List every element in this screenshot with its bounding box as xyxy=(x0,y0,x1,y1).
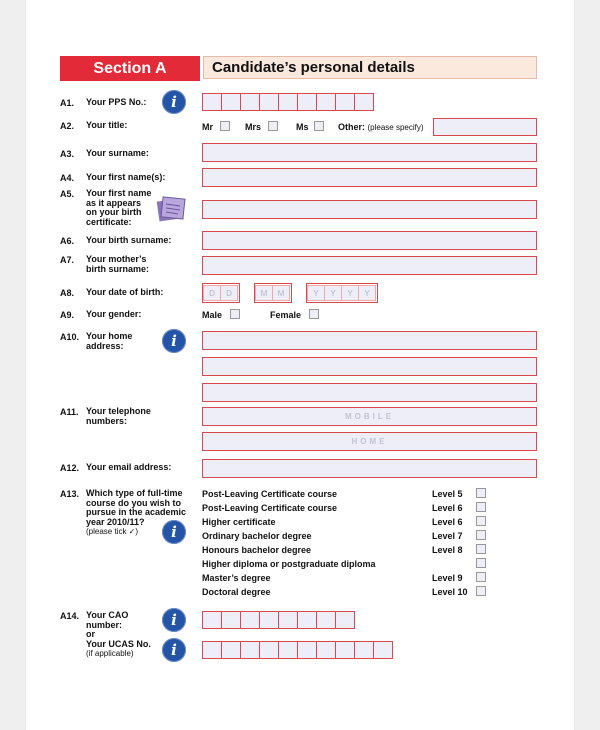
q5-number: A5. xyxy=(60,189,75,199)
q11-number: A11. xyxy=(60,407,79,417)
course-level-label: Level 8 xyxy=(432,545,463,555)
q7-label: Your mother’s birth surname: xyxy=(86,254,150,274)
course-level-label: Level 10 xyxy=(432,587,468,597)
course-level-label: Level 7 xyxy=(432,531,463,541)
q2-number: A2. xyxy=(60,121,75,131)
course-option-label: Honours bachelor degree xyxy=(202,545,312,555)
course-checkbox[interactable] xyxy=(476,502,486,512)
info-icon[interactable]: i xyxy=(162,608,186,632)
course-checkbox[interactable] xyxy=(476,516,486,526)
q9-number: A9. xyxy=(60,310,75,320)
q12-label: Your email address: xyxy=(86,462,172,472)
course-checkbox[interactable] xyxy=(476,558,486,568)
course-level-label: Level 6 xyxy=(432,517,463,527)
q4-label: Your first name(s): xyxy=(86,172,166,182)
q9-label: Your gender: xyxy=(86,309,142,319)
address-line-1-input[interactable] xyxy=(202,331,537,350)
birth-cert-name-input[interactable] xyxy=(202,200,537,219)
q3-number: A3. xyxy=(60,149,75,159)
q6-number: A6. xyxy=(60,236,75,246)
title-mrs-checkbox[interactable] xyxy=(268,121,278,131)
dob-month-input[interactable]: M M xyxy=(254,283,292,303)
course-option-label: Higher diploma or postgraduate diploma xyxy=(202,559,376,569)
address-line-3-input[interactable] xyxy=(202,383,537,402)
gender-male-checkbox[interactable] xyxy=(230,309,240,319)
q10-number: A10. xyxy=(60,332,80,342)
q2-label: Your title: xyxy=(86,120,128,130)
gender-female-label: Female xyxy=(270,310,302,320)
info-icon[interactable]: i xyxy=(162,638,186,662)
q10-label: Your home address: xyxy=(86,331,133,351)
dob-year-input[interactable]: Y Y Y Y xyxy=(306,283,378,303)
q5-label: Your first name as it appears on your birth certificate: xyxy=(86,188,152,227)
course-checkbox[interactable] xyxy=(476,530,486,540)
surname-input[interactable] xyxy=(202,143,537,162)
course-option-label: Higher certificate xyxy=(202,517,276,527)
q1-label: Your PPS No.: xyxy=(86,97,147,107)
q14-number: A14. xyxy=(60,611,80,621)
info-icon[interactable]: i xyxy=(162,329,186,353)
section-title: Candidate’s personal details xyxy=(203,56,537,79)
course-option-label: Doctoral degree xyxy=(202,587,271,597)
title-mr-checkbox[interactable] xyxy=(220,121,230,131)
mobile-phone-input[interactable]: MOBILE xyxy=(202,407,537,426)
course-option-label: Master’s degree xyxy=(202,573,271,583)
q13-number: A13. xyxy=(60,489,80,499)
q8-label: Your date of birth: xyxy=(86,287,164,297)
course-option-label: Post-Leaving Certificate course xyxy=(202,503,338,513)
cao-number-input[interactable] xyxy=(202,611,355,629)
title-other-label: Other: (please specify) xyxy=(338,122,424,132)
course-level-label: Level 5 xyxy=(432,489,463,499)
email-input[interactable] xyxy=(202,459,537,478)
home-phone-input[interactable]: HOME xyxy=(202,432,537,451)
q6-label: Your birth surname: xyxy=(86,235,172,245)
q14-label: Your CAO number: or Your UCAS No. (if applicable) xyxy=(86,610,151,658)
q7-number: A7. xyxy=(60,255,75,265)
q12-number: A12. xyxy=(60,463,80,473)
mother-surname-input[interactable] xyxy=(202,256,537,275)
course-option-label: Post-Leaving Certificate course xyxy=(202,489,338,499)
gender-female-checkbox[interactable] xyxy=(309,309,319,319)
gender-male-label: Male xyxy=(202,310,223,320)
dob-day-input[interactable]: D D xyxy=(202,283,240,303)
info-icon[interactable]: i xyxy=(162,520,186,544)
course-checkbox[interactable] xyxy=(476,572,486,582)
q13-label: Which type of full-time course do you wish to pursue in the academic year 2010/11? (please tick ✓) xyxy=(86,488,187,536)
pps-number-input[interactable] xyxy=(202,93,374,111)
course-level-label: Level 6 xyxy=(432,503,463,513)
title-mrs-label: Mrs xyxy=(245,122,262,132)
q1-number: A1. xyxy=(60,98,75,108)
q8-number: A8. xyxy=(60,288,75,298)
course-checkbox[interactable] xyxy=(476,544,486,554)
section-tag: Section A xyxy=(60,56,200,81)
course-level-label: Level 9 xyxy=(432,573,463,583)
course-checkbox[interactable] xyxy=(476,488,486,498)
title-ms-checkbox[interactable] xyxy=(314,121,324,131)
course-option-label: Ordinary bachelor degree xyxy=(202,531,312,541)
info-icon[interactable]: i xyxy=(162,90,186,114)
title-ms-label: Ms xyxy=(296,122,309,132)
address-line-2-input[interactable] xyxy=(202,357,537,376)
title-mr-label: Mr xyxy=(202,122,213,132)
birth-surname-input[interactable] xyxy=(202,231,537,250)
q11-label: Your telephone numbers: xyxy=(86,406,151,426)
course-checkbox[interactable] xyxy=(476,586,486,596)
title-other-input[interactable] xyxy=(433,118,537,136)
q3-label: Your surname: xyxy=(86,148,149,158)
q4-number: A4. xyxy=(60,173,75,183)
first-names-input[interactable] xyxy=(202,168,537,187)
ucas-number-input[interactable] xyxy=(202,641,393,659)
certificate-icon xyxy=(156,195,188,225)
